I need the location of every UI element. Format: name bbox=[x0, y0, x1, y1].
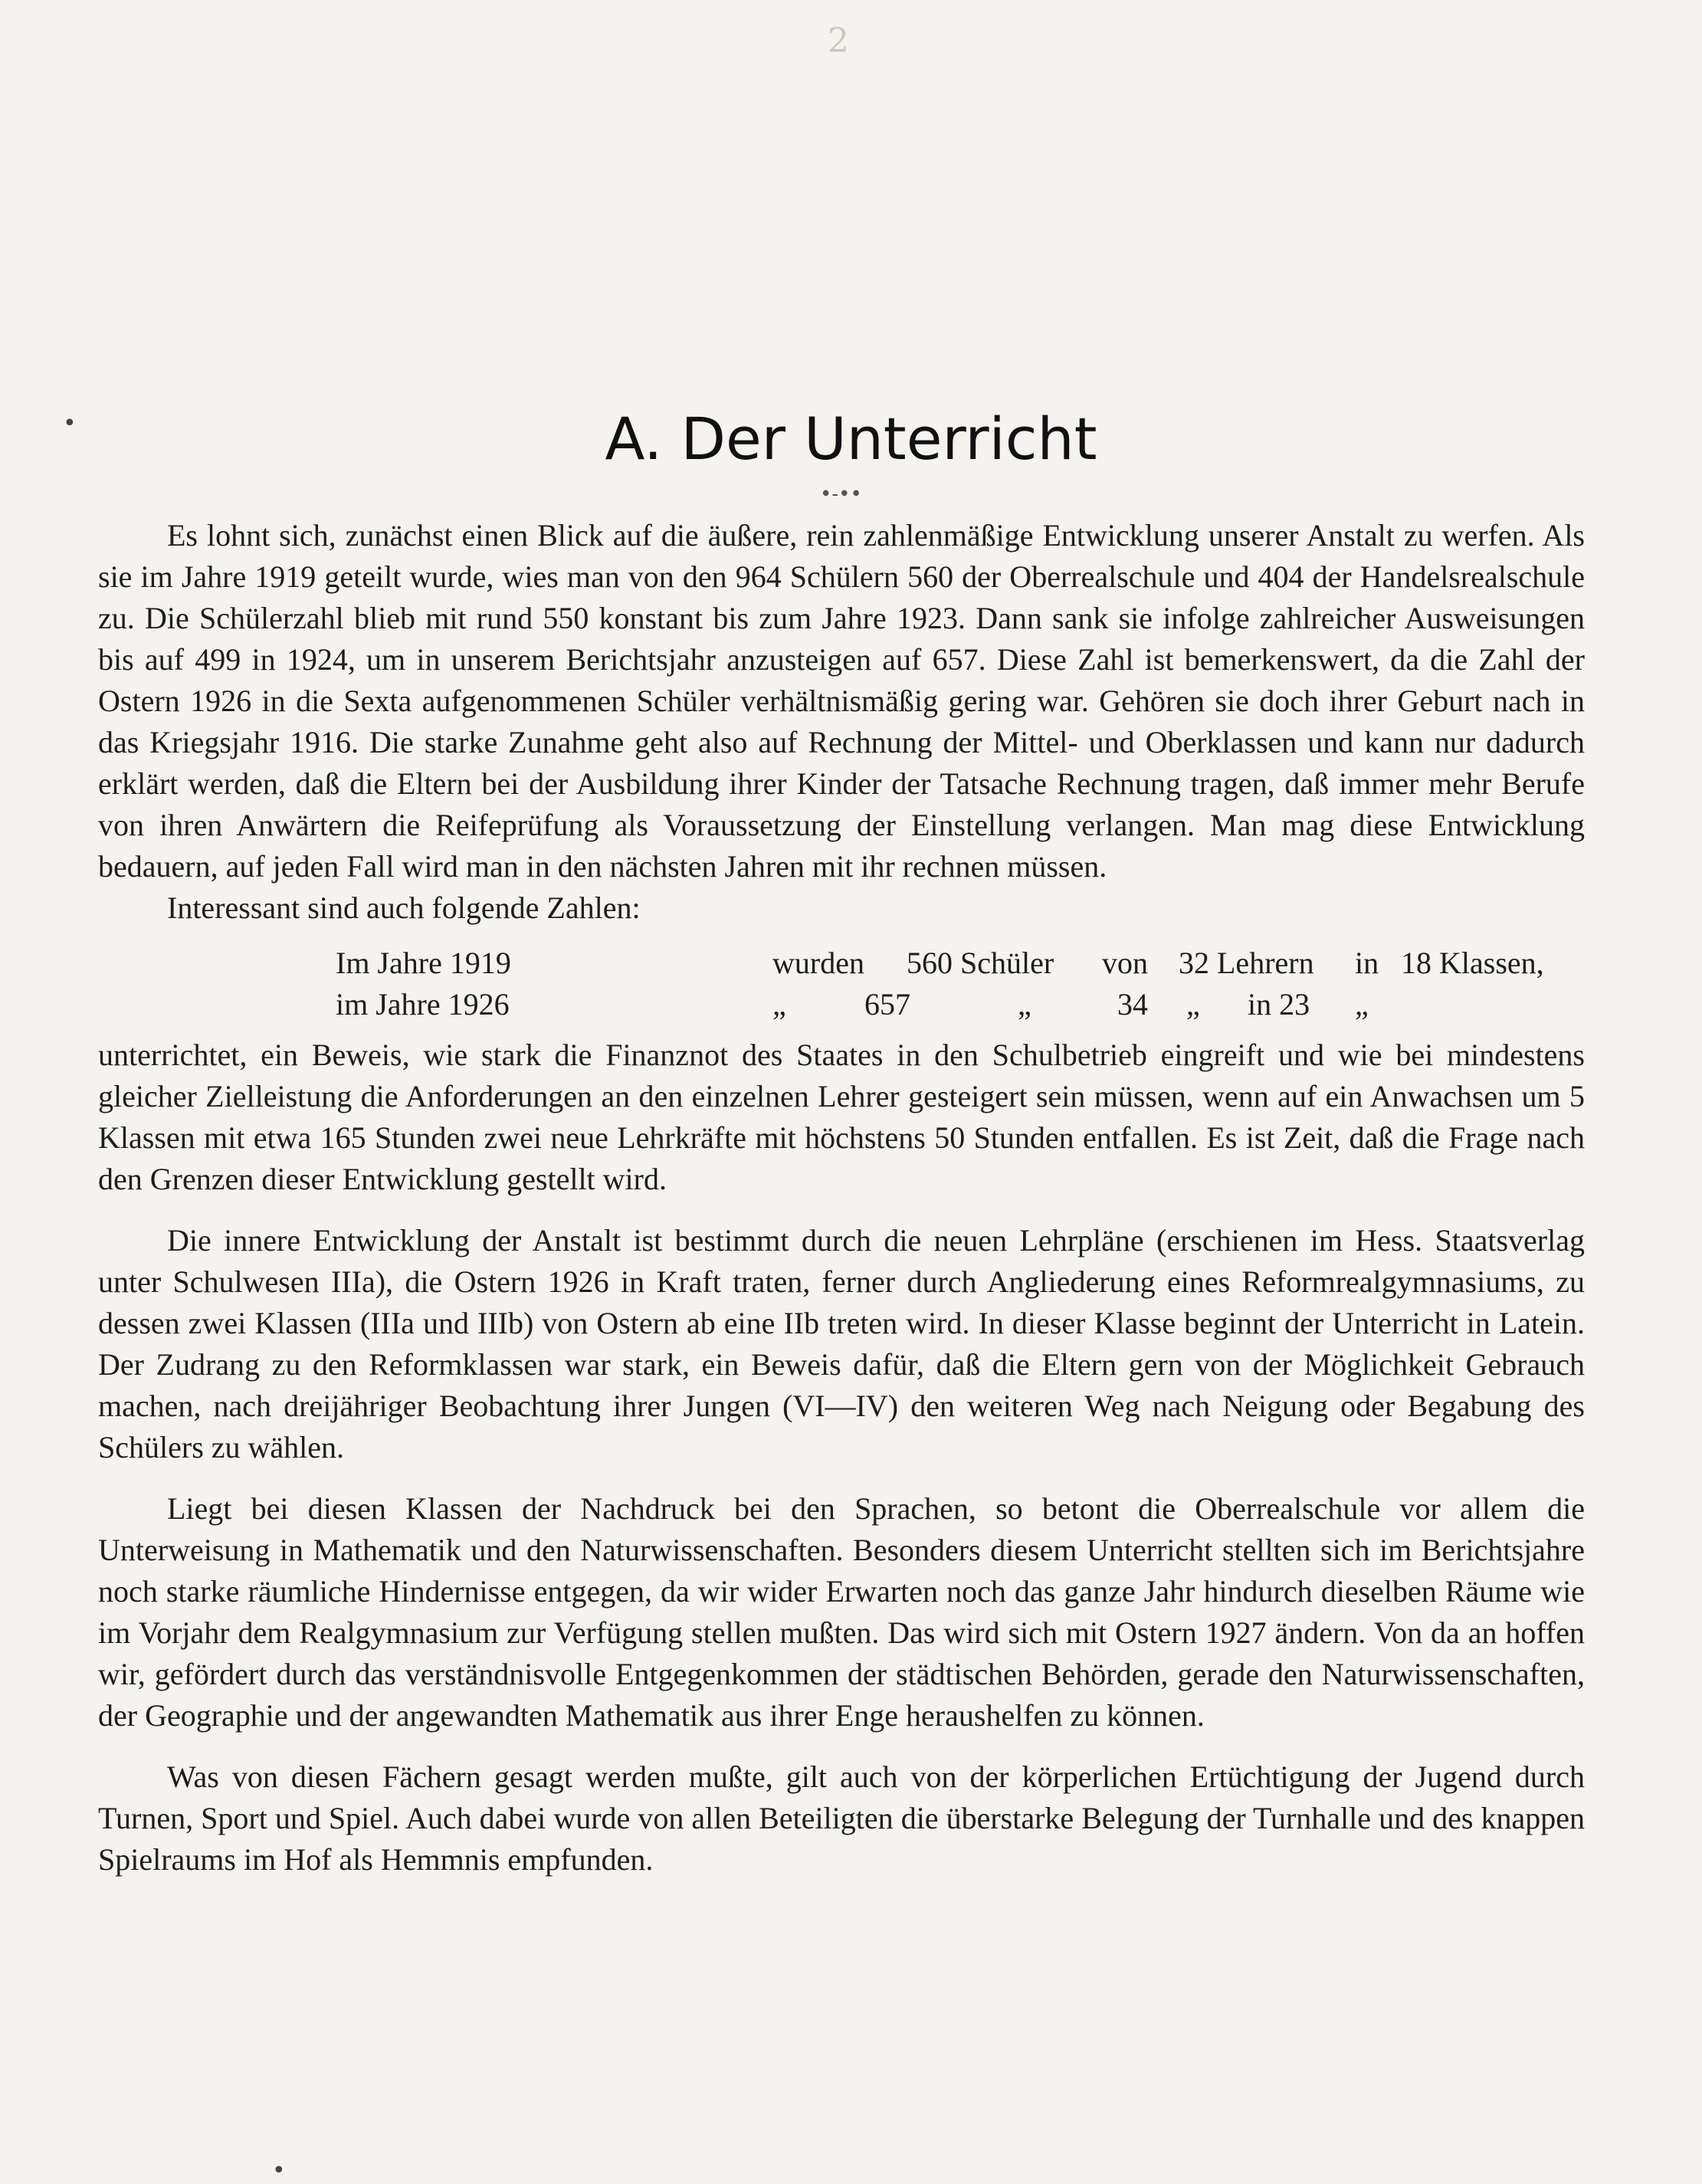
paragraph-intro-numbers: Interessant sind auch folgende Zahlen: bbox=[167, 890, 641, 925]
statistics-table bbox=[98, 943, 1585, 1025]
title-ornament: •-•• bbox=[820, 483, 862, 506]
stat-ditto: „ bbox=[1186, 987, 1200, 1021]
stat-ditto: „ bbox=[772, 987, 786, 1021]
stat-in: in bbox=[1355, 946, 1379, 980]
page-number: 2 bbox=[828, 21, 849, 61]
statistics-row-1919 bbox=[336, 943, 1585, 984]
paragraph-curriculum: Die innere Entwicklung der Anstalt ist bestimmt durch die neuen Lehrpläne (erschienen im Hess. Staatsverlag unter Schulwesen IIIa), die Ostern 1926 in Kraft traten, ferner durch Angliederung eines Reformrealgymnasiums, zu dessen zwei Klassen (IIIa und IIIb) von Ostern ab eine IIb treten wird. In dieser Klasse beginnt der Unterricht in Latein. Der Zudrang zu den Reformklassen war stark, ein Beweis dafür, daß die Eltern gern von der Möglichkeit Gebrauch machen, nach dreijähriger Beobachtung ihrer Jungen (VI—IV) den weiteren Weg nach Neigung oder Begabung des Schülers zu wählen. bbox=[98, 1223, 1585, 1464]
stat-ditto: „ bbox=[1018, 987, 1031, 1021]
paragraph-sports: Was von diesen Fächern gesagt werden mußte, gilt auch von der körperlichen Ertüchtigung der Jugend durch Turnen, Sport und Spiel. Auch dabei wurde von allen Beteiligten die überstarke Belegung der Turnhalle und des knappen Spielraums im Hof als Hemmnis empfunden. bbox=[98, 1759, 1585, 1877]
paragraph-growth: Es lohnt sich, zunächst einen Blick auf die äußere, rein zahlenmäßige Entwicklung unserer Anstalt zu werfen. Als sie im Jahre 1919 geteilt wurde, wies man von den 964 Schülern 560 der Oberrealschule und 404 der Handelsrealschule zu. Die Schülerzahl blieb mit rund 550 konstant bis zum Jahre 1923. Dann sank sie infolge zahlreicher Ausweisungen bis auf 499 in 1924, um in unserem Berichtsjahr anzusteigen auf 657. Diese Zahl ist bemerkenswert, da die Zahl der Ostern 1926 in die Sexta aufgenommenen Schüler verhältnismäßig gering war. Gehören sie doch ihrer Geburt nach in das Kriegsjahr 1916. Die starke Zunahme geht also auf Rechnung der Mittel- und Oberklassen und kann nur dadurch erklärt werden, daß die Eltern bei der Ausbildung ihrer Kinder der Tatsache Rechnung tragen, daß immer mehr Berufe von ihren Anwärtern die Reifeprüfung als Voraussetzung der Einstellung verlangen. Man mag diese Entwicklung bedauern, auf jeden Fall wird man in den nächsten Jahren mit ihr rechnen müssen. bbox=[98, 518, 1585, 884]
scan-speck: • bbox=[63, 410, 77, 437]
stat-students: 657 bbox=[864, 987, 910, 1021]
scan-speck: • bbox=[272, 2157, 286, 2184]
stat-year: im Jahre 1926 bbox=[336, 987, 510, 1021]
stat-verb: wurden bbox=[772, 946, 864, 980]
stat-ditto: „ bbox=[1355, 987, 1369, 1021]
page-title: A. Der Unterricht bbox=[605, 405, 1097, 473]
stat-students: 560 Schüler bbox=[907, 946, 1054, 980]
stat-year: Im Jahre 1919 bbox=[336, 946, 511, 980]
paragraph-sciences: Liegt bei diesen Klassen der Nachdruck bei den Sprachen, so betont die Oberrealschule vor allem die Unterweisung in Mathematik und den Naturwissenschaften. Besonders diesem Unterricht stellten sich im Berichtsjahre noch starke räumliche Hindernisse entgegen, da wir wider Erwarten noch das ganze Jahr hindurch dieselben Räume wie im Vorjahr dem Realgymnasium zur Verfügung stellen mußten. Das wird sich mit Ostern 1927 ändern. Von da an hoffen wir, gefördert durch das verständnisvolle Entgegenkommen der städtischen Behörden, gerade den Naturwissenschaften, der Geographie und der angewandten Mathematik aus ihrer Enge heraushelfen zu können. bbox=[98, 1491, 1585, 1733]
stat-teachers: 34 bbox=[1117, 987, 1148, 1021]
paragraph-teachers: unterrichtet, ein Beweis, wie stark die Finanznot des Staates in den Schulbetrieb eingreift und wie bei mindestens gleicher Zielleistung die Anforderungen an den einzelnen Lehrer gesteigert sein müssen, wenn auf ein Anwachsen um 5 Klassen mit etwa 165 Stunden zwei neue Lehrkräfte mit höchstens 50 Stunden entfallen. Es ist Zeit, daß die Frage nach den Grenzen dieser Entwicklung gestellt wird. bbox=[98, 1038, 1585, 1196]
statistics-row-1926 bbox=[336, 984, 1585, 1025]
stat-teachers: 32 Lehrern bbox=[1179, 946, 1314, 980]
body-text bbox=[98, 515, 1585, 1881]
stat-classes: 18 Klassen, bbox=[1401, 946, 1544, 980]
stat-classes: in 23 bbox=[1248, 987, 1310, 1021]
stat-von: von bbox=[1102, 946, 1148, 980]
